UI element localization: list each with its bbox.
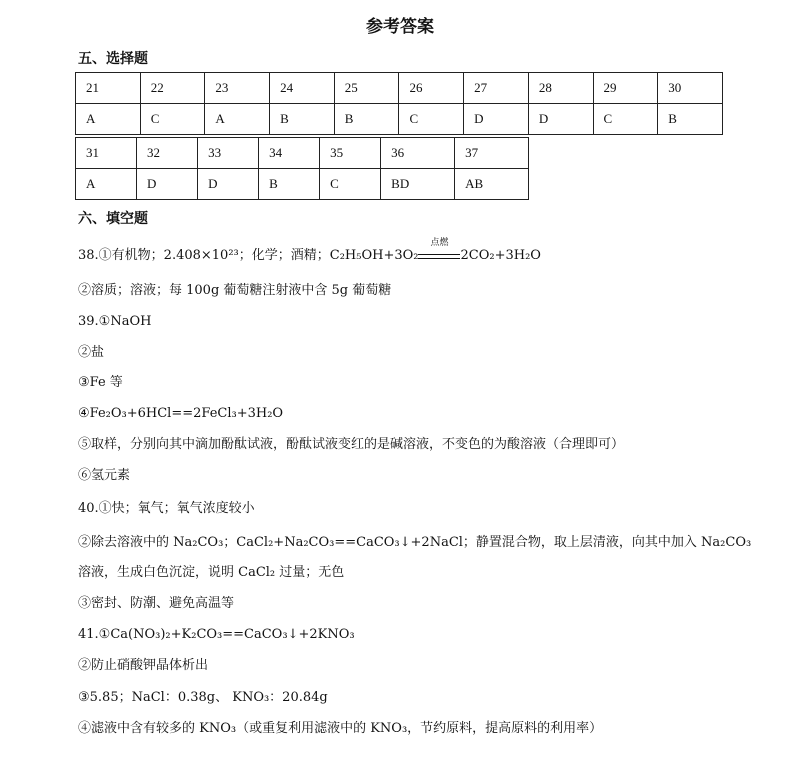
question-number-cell: 37 [455, 138, 529, 169]
question-number-cell: 31 [76, 138, 137, 169]
question-number-cell: 36 [381, 138, 455, 169]
answer-cell: B [334, 104, 399, 135]
answer-line-39-4: ④Fe₂O₃+6HCl==2FeCl₃+3H₂O [78, 406, 284, 421]
answer-cell: C [399, 104, 464, 135]
answer-line-40-3: ③密封、防潮、避免高温等 [78, 596, 235, 611]
answer-table-row1 [75, 72, 723, 135]
answer-cell: A [76, 104, 141, 135]
answer-cell: D [137, 169, 198, 200]
answer-cell: BD [381, 169, 455, 200]
answer-cell: C [140, 104, 205, 135]
answer-line-39-1: 39.①NaOH [78, 314, 152, 329]
question-number-cell: 23 [205, 73, 270, 104]
answer-cell: D [464, 104, 529, 135]
section-heading-fill-in: 六、填空题 [78, 211, 148, 227]
page-title: 参考答案 [366, 17, 434, 37]
question-number-cell: 24 [270, 73, 335, 104]
answer-cell: D [198, 169, 259, 200]
section-heading-multiple-choice: 五、选择题 [78, 51, 148, 67]
question-number-cell: 34 [259, 138, 320, 169]
question-number-cell: 32 [137, 138, 198, 169]
question-number-cell: 28 [528, 73, 593, 104]
answer-cell: A [205, 104, 270, 135]
answer-38-1-products: 2CO₂+3H₂O [460, 248, 541, 263]
answer-cell: D [528, 104, 593, 135]
question-number-cell: 33 [198, 138, 259, 169]
question-number-cell: 22 [140, 73, 205, 104]
answer-line-39-5: ⑤取样，分别向其中滴加酚酞试液，酚酞试液变红的是碱溶液，不变色的为酸溶液（合理即可） [78, 437, 625, 452]
answer-line-41-4: ④滤液中含有较多的 KNO₃（或重复利用滤液中的 KNO₃，节约原料，提高原料的利用率） [78, 721, 603, 736]
reaction-arrow [418, 238, 460, 259]
answer-line-40-2a: ②除去溶液中的 Na₂CO₃；CaCl₂+Na₂CO₃==CaCO₃↓+2NaCl；静置混合物，取上层清液，向其中加入 Na₂CO₃ [78, 535, 752, 550]
question-number-cell: 35 [320, 138, 381, 169]
answer-line-38-2: ②溶质；溶液；每 100g 葡萄糖注射液中含 5g 葡萄糖 [78, 283, 392, 298]
answer-table-row2 [75, 137, 529, 200]
question-number-cell: 30 [658, 73, 723, 104]
question-number-cell: 29 [593, 73, 658, 104]
answer-line-41-3: ③5.85；NaCl：0.38g、 KNO₃：20.84g [78, 690, 328, 705]
answer-line-39-3: ③Fe 等 [78, 375, 123, 390]
answer-line-41-2: ②防止硝酸钾晶体析出 [78, 658, 209, 673]
answer-cell: AB [455, 169, 529, 200]
reaction-condition: 点燃 [430, 238, 449, 248]
question-number-cell: 27 [464, 73, 529, 104]
answer-line-38-1 [78, 238, 541, 265]
answer-cell: B [259, 169, 320, 200]
answer-cell: C [320, 169, 381, 200]
question-number-cell: 21 [76, 73, 141, 104]
question-number-cell: 25 [334, 73, 399, 104]
question-number-cell: 26 [399, 73, 464, 104]
answer-line-41-1: 41.①Ca(NO₃)₂+K₂CO₃==CaCO₃↓+2KNO₃ [78, 627, 355, 642]
answer-line-40-2b: 溶液，生成白色沉淀，说明 CaCl₂ 过量；无色 [78, 565, 345, 580]
answer-38-1-text: 38.①有机物；2.408×10²³；化学；酒精；C₂H₅OH+3O₂ [78, 248, 419, 263]
answer-cell: C [593, 104, 658, 135]
answer-line-39-2: ②盐 [78, 345, 105, 360]
answer-cell: A [76, 169, 137, 200]
answer-cell: B [658, 104, 723, 135]
answer-cell: B [270, 104, 335, 135]
answer-line-39-6: ⑥氢元素 [78, 468, 131, 483]
answer-line-40-1: 40.①快；氧气；氧气浓度较小 [78, 501, 255, 516]
